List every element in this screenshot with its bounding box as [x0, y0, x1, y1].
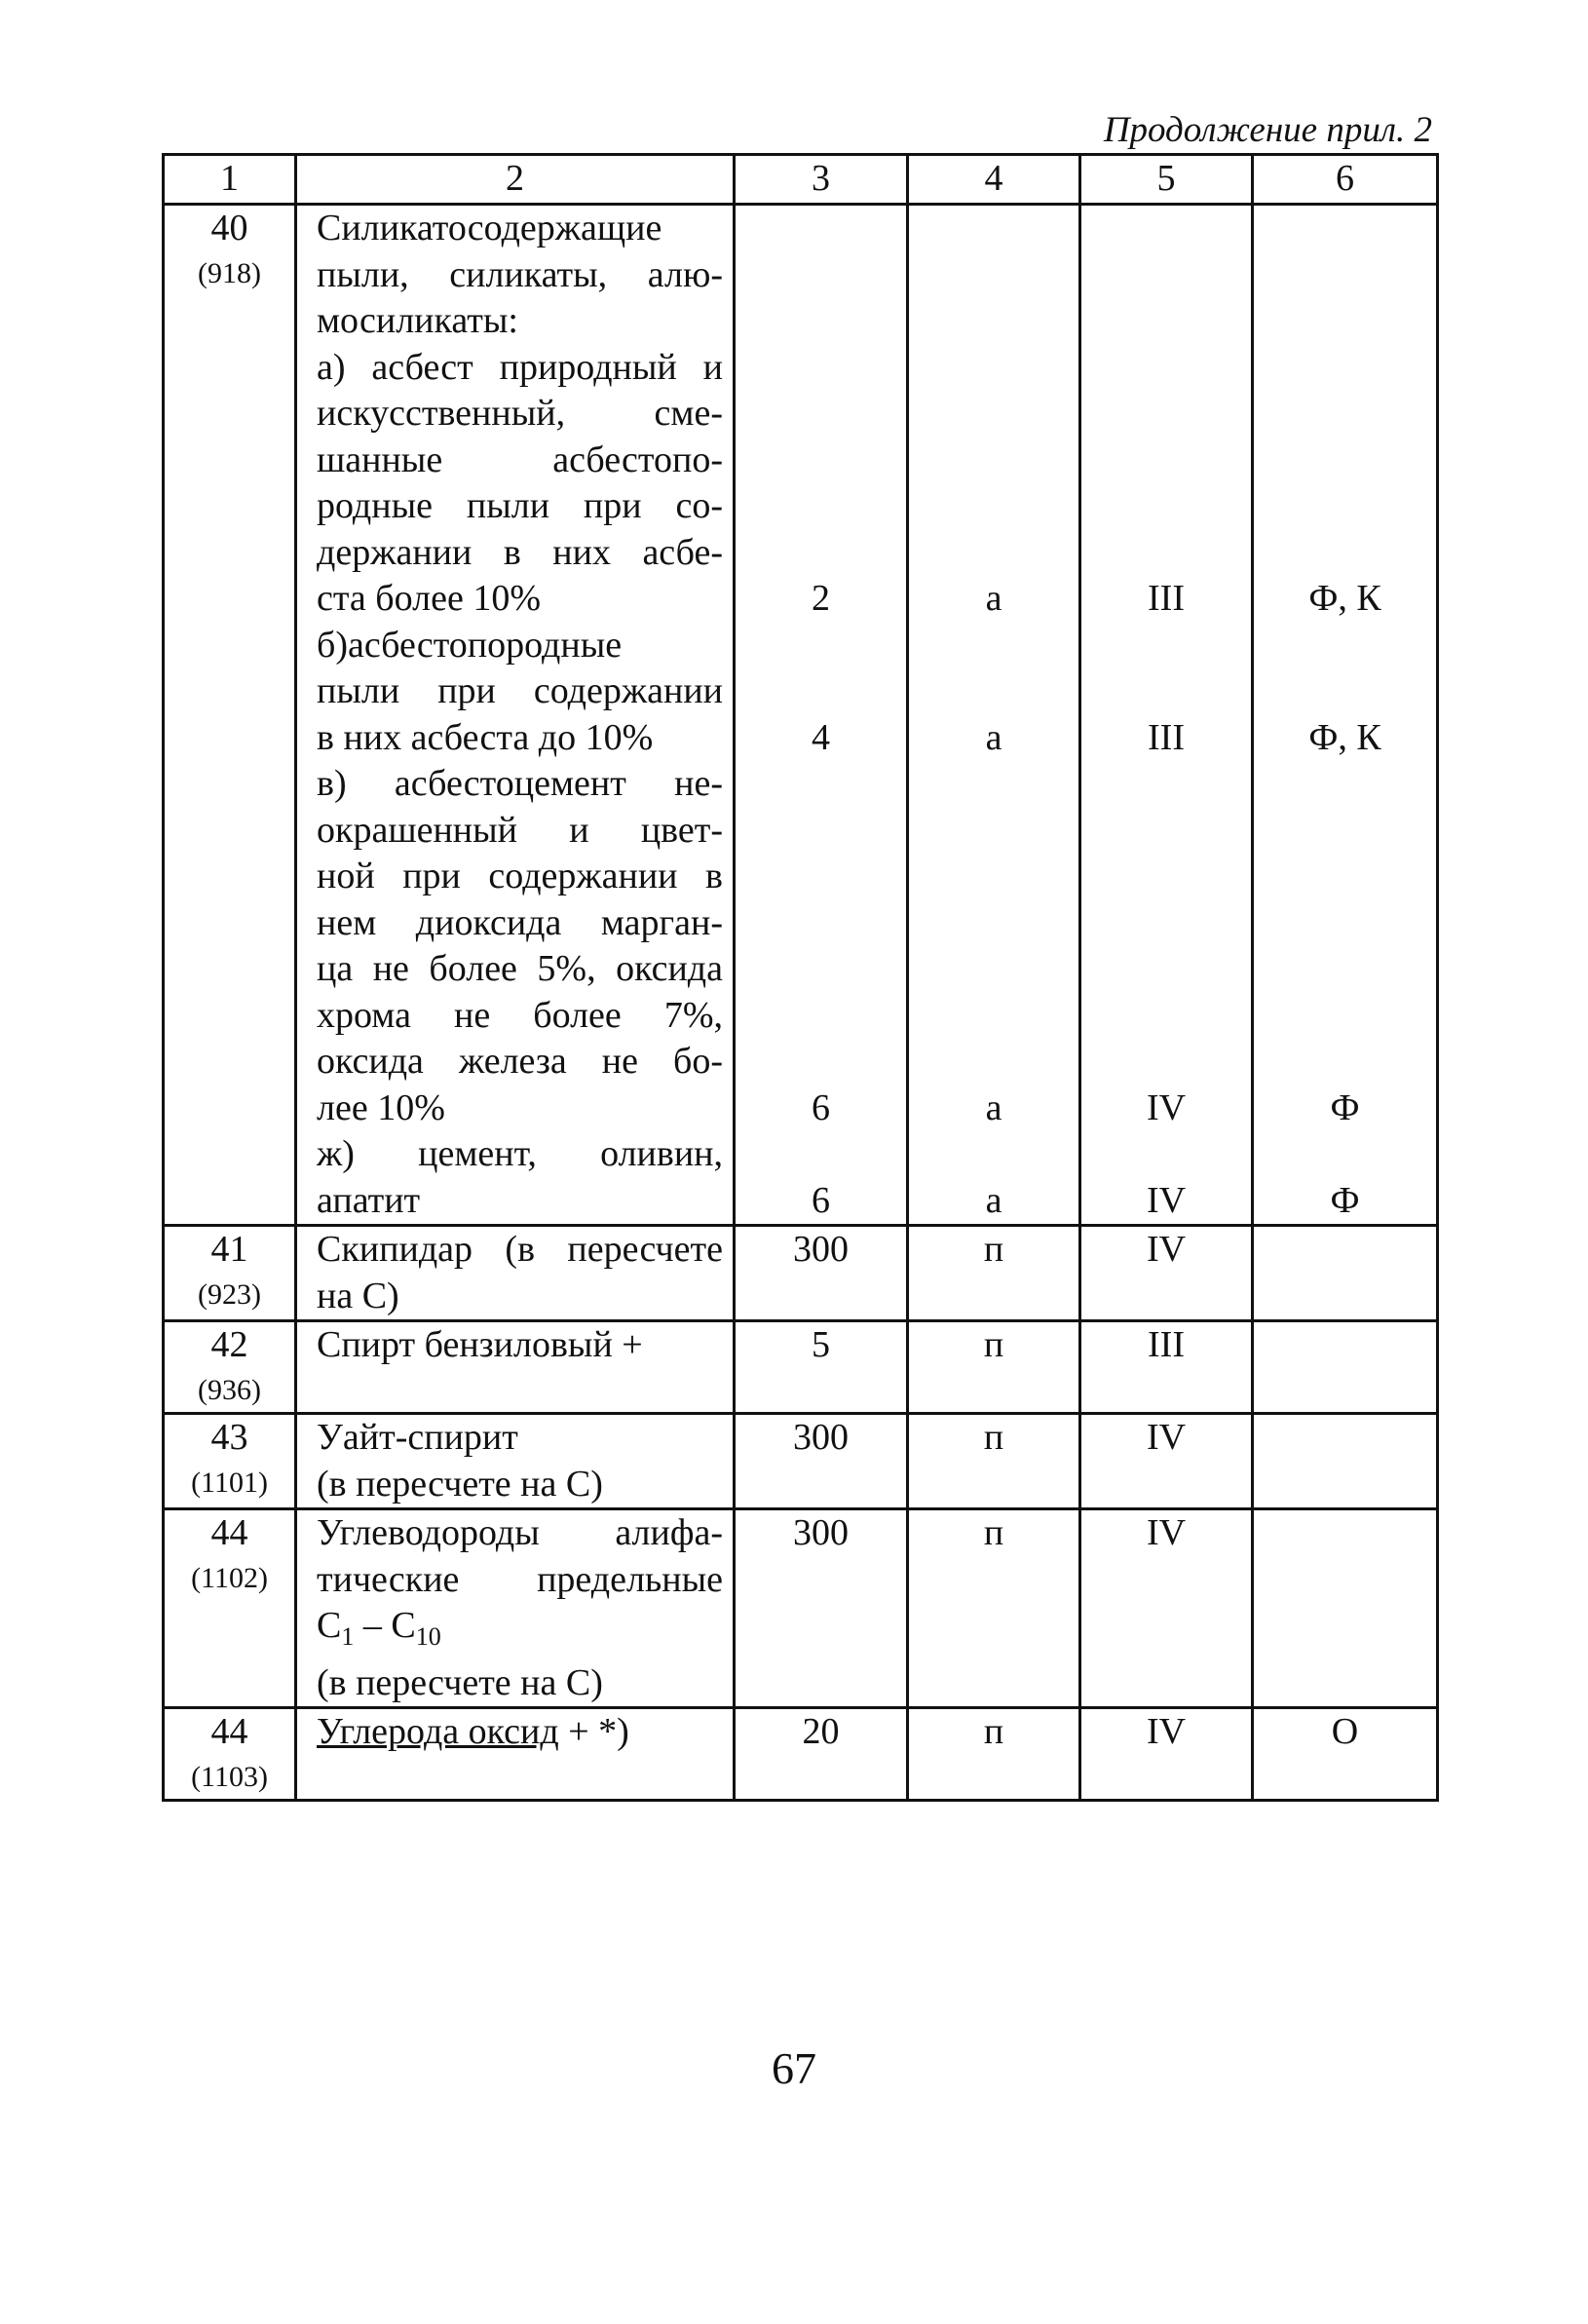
substance-name-line: Силикатосодержащие [317, 208, 662, 248]
table-row [164, 1414, 1438, 1509]
cell-value [909, 808, 1078, 855]
cell-value: III [1148, 1324, 1185, 1365]
row-code: (918) [198, 256, 261, 289]
cell-value [1081, 1131, 1251, 1178]
cell-value [1254, 1227, 1436, 1274]
cell-value [1081, 761, 1251, 808]
substance-name-line: мосиликаты: [317, 300, 518, 341]
cell-value: 4 [812, 716, 830, 758]
value-cell-col-5 [1080, 205, 1253, 1226]
cell-value [736, 298, 906, 345]
substance-name-line: ста более 10% [317, 578, 541, 619]
cell-value: 300 [793, 1417, 849, 1458]
cell-value: Ф [1330, 1179, 1360, 1221]
value-cell-col-5 [1080, 1226, 1253, 1321]
cell-value: Ф, К [1308, 716, 1381, 758]
cell-value: О [1331, 1711, 1359, 1752]
cell-value [1081, 668, 1251, 715]
cell-value [1081, 298, 1251, 345]
cell-value: а [985, 1179, 1002, 1221]
substance-name-cell [296, 205, 735, 1226]
substance-name-cell [296, 1321, 735, 1414]
cell-value: п [983, 1711, 1004, 1752]
cell-value [1081, 206, 1251, 252]
cell-value [909, 530, 1078, 577]
cell-value: Ф, К [1308, 578, 1381, 619]
value-cell-col-5 [1080, 1708, 1253, 1801]
substance-name-line: лее 10% [317, 1086, 445, 1128]
cell-value [909, 900, 1078, 947]
substance-name-line: (в пересчете на С) [317, 1463, 603, 1505]
cell-value: п [983, 1512, 1004, 1553]
table-row [164, 1226, 1438, 1321]
cell-value [1254, 854, 1436, 900]
cell-value [909, 391, 1078, 438]
substance-name-line: Углерода оксид + *) [317, 1711, 629, 1752]
header-row [164, 155, 1438, 205]
cell-value: IV [1146, 1512, 1187, 1553]
row-number-cell [164, 1509, 296, 1708]
cell-value: п [983, 1229, 1004, 1270]
cell-value [1081, 623, 1251, 669]
cell-value: 6 [812, 1086, 830, 1128]
cell-value: 6 [812, 1179, 830, 1221]
row-number-cell [164, 1414, 296, 1509]
cell-value: а [985, 716, 1002, 758]
value-cell-col-3 [735, 1321, 908, 1414]
cell-value [909, 1131, 1078, 1178]
row-code: (1102) [191, 1561, 268, 1594]
cell-value: п [983, 1417, 1004, 1458]
cell-value [1081, 438, 1251, 484]
substance-name-line: а) асбест природный и [317, 346, 723, 388]
substance-name-cell [296, 1509, 735, 1708]
table-row [164, 205, 1438, 1226]
cell-value [736, 854, 906, 900]
cell-value [736, 761, 906, 808]
value-cell-col-3 [735, 1509, 908, 1708]
cell-value [1081, 391, 1251, 438]
substance-name-line: в) асбестоцемент не- [317, 763, 723, 804]
cell-value [1254, 623, 1436, 669]
cell-value [1254, 438, 1436, 484]
substance-name-cell [296, 1414, 735, 1509]
cell-value: 5 [812, 1324, 830, 1365]
substances-table [162, 153, 1439, 1802]
cell-value [909, 438, 1078, 484]
row-number: 41 [210, 1229, 248, 1270]
value-cell-col-5 [1080, 1414, 1253, 1509]
cell-value [736, 391, 906, 438]
row-number-cell [164, 205, 296, 1226]
cell-value [1254, 1131, 1436, 1178]
cell-value [1254, 808, 1436, 855]
value-cell-col-6 [1253, 1708, 1438, 1801]
substance-name-line: Углеводороды алифа- [317, 1512, 723, 1553]
cell-value [909, 623, 1078, 669]
substance-name-line: окрашенный и цвет- [317, 809, 723, 851]
cell-value [909, 206, 1078, 252]
cell-value [736, 438, 906, 484]
cell-value [736, 993, 906, 1040]
row-number: 43 [210, 1417, 248, 1458]
cell-value [736, 900, 906, 947]
substance-name-line: апатит [317, 1179, 421, 1221]
value-cell-col-4 [908, 205, 1080, 1226]
substance-name-line: шанные асбестопо- [317, 438, 723, 480]
cell-value [909, 252, 1078, 299]
row-number: 42 [210, 1324, 248, 1365]
value-cell-col-3 [735, 1708, 908, 1801]
cell-value [1254, 252, 1436, 299]
cell-value [736, 206, 906, 252]
substance-name-line: пыли при содержании [317, 670, 723, 711]
substance-name-line: держании в них асбе- [317, 531, 723, 573]
cell-value [1254, 345, 1436, 392]
substance-name-line: в них асбеста до 10% [317, 716, 654, 758]
value-cell-col-6 [1253, 1226, 1438, 1321]
row-number-cell [164, 1321, 296, 1414]
cell-value [909, 1039, 1078, 1086]
cell-value [909, 345, 1078, 392]
cell-value [1254, 668, 1436, 715]
substance-name-line: $C_1 - C_{10}$ [317, 1605, 441, 1651]
page-number: 67 [772, 2043, 816, 2093]
header-col-2: 2 [296, 155, 735, 205]
cell-value [1081, 900, 1251, 947]
substance-name-line: оксида железа не бо- [317, 1041, 723, 1082]
value-cell-col-4 [908, 1708, 1080, 1801]
value-cell-col-3 [735, 1414, 908, 1509]
cell-value [1254, 483, 1436, 530]
substance-name-line: нем диоксида марган- [317, 901, 723, 943]
row-code: (1101) [191, 1466, 268, 1499]
cell-value [1254, 1510, 1436, 1557]
cell-value: Ф [1330, 1086, 1360, 1128]
cell-value [1081, 946, 1251, 993]
cell-value [1254, 993, 1436, 1040]
table-row [164, 1708, 1438, 1801]
cell-value [736, 623, 906, 669]
cell-value [1081, 252, 1251, 299]
cell-value [909, 483, 1078, 530]
value-cell-col-4 [908, 1509, 1080, 1708]
cell-value: III [1148, 716, 1185, 758]
header-col-1: 1 [164, 155, 296, 205]
substance-name-cell [296, 1226, 735, 1321]
substance-name-line: ца не более 5%, оксида [317, 948, 723, 989]
cell-value [736, 808, 906, 855]
cell-value [1081, 854, 1251, 900]
row-number: 44 [210, 1512, 248, 1553]
cell-value [909, 761, 1078, 808]
cell-value [736, 668, 906, 715]
cell-value [1254, 761, 1436, 808]
substance-name-line: родные пыли при со- [317, 485, 723, 526]
value-cell-col-6 [1253, 205, 1438, 1226]
cell-value [1254, 1322, 1436, 1369]
header-col-4: 4 [908, 155, 1080, 205]
cell-value [909, 668, 1078, 715]
cell-value: а [985, 1086, 1002, 1128]
cell-value [736, 1131, 906, 1178]
row-code: (923) [198, 1277, 261, 1311]
cell-value [1081, 483, 1251, 530]
row-number-cell [164, 1708, 296, 1801]
cell-value [1254, 900, 1436, 947]
cell-value [1081, 808, 1251, 855]
cell-value [909, 946, 1078, 993]
cell-value [1081, 993, 1251, 1040]
header-col-5: 5 [1080, 155, 1253, 205]
value-cell-col-3 [735, 1226, 908, 1321]
cell-value [1254, 1415, 1436, 1462]
value-cell-col-6 [1253, 1414, 1438, 1509]
substance-name-cell [296, 1708, 735, 1801]
cell-value: III [1148, 578, 1185, 619]
row-code: (1103) [191, 1760, 268, 1793]
cell-value [1254, 946, 1436, 993]
cell-value [909, 854, 1078, 900]
table-row [164, 1321, 1438, 1414]
cell-value: а [985, 578, 1002, 619]
cell-value [736, 1039, 906, 1086]
header-col-6: 6 [1253, 155, 1438, 205]
cell-value: IV [1146, 1417, 1187, 1458]
row-number-cell [164, 1226, 296, 1321]
value-cell-col-3 [735, 205, 908, 1226]
cell-value [1254, 1039, 1436, 1086]
substance-name-line: Скипидар (в пересчете [317, 1229, 723, 1270]
substance-name-line: б)асбестопородные [317, 624, 623, 666]
cell-value [736, 483, 906, 530]
value-cell-col-4 [908, 1226, 1080, 1321]
row-code: (936) [198, 1373, 261, 1406]
cell-value: 300 [793, 1512, 849, 1553]
value-cell-col-4 [908, 1414, 1080, 1509]
cell-value [909, 993, 1078, 1040]
value-cell-col-5 [1080, 1509, 1253, 1708]
substance-name-line: (в пересчете на С) [317, 1661, 603, 1703]
cell-value: 300 [793, 1229, 849, 1270]
cell-value [736, 946, 906, 993]
substance-name-line: пыли, силикаты, алю- [317, 253, 723, 295]
cell-value: IV [1146, 1229, 1187, 1270]
table-caption: Продолжение прил. 2 [1103, 110, 1432, 150]
cell-value: 20 [802, 1711, 840, 1752]
cell-value: IV [1146, 1179, 1187, 1221]
row-number: 40 [210, 208, 248, 248]
cell-value [1254, 206, 1436, 252]
substance-name-line: Спирт бензиловый + [317, 1324, 643, 1365]
cell-value [736, 252, 906, 299]
cell-value: IV [1146, 1086, 1187, 1128]
substance-name-line: хрома не более 7%, [317, 994, 723, 1036]
cell-value: IV [1146, 1711, 1187, 1752]
cell-value [1254, 530, 1436, 577]
table-row [164, 1509, 1438, 1708]
substance-name-line: тические предельные [317, 1558, 723, 1600]
value-cell-col-5 [1080, 1321, 1253, 1414]
value-cell-col-4 [908, 1321, 1080, 1414]
cell-value [1254, 391, 1436, 438]
cell-value [736, 345, 906, 392]
cell-value [1081, 345, 1251, 392]
substance-name-line: Уайт-спирит [317, 1417, 518, 1458]
cell-value [736, 530, 906, 577]
substance-name-line: на С) [317, 1275, 399, 1316]
cell-value: п [983, 1324, 1004, 1365]
header-col-3: 3 [735, 155, 908, 205]
substance-name-line: искусственный, сме- [317, 393, 723, 434]
substance-name-line: ж) цемент, оливин, [317, 1133, 723, 1174]
cell-value [1081, 530, 1251, 577]
value-cell-col-6 [1253, 1509, 1438, 1708]
cell-value [1081, 1039, 1251, 1086]
row-number: 44 [210, 1711, 248, 1752]
value-cell-col-6 [1253, 1321, 1438, 1414]
cell-value [909, 298, 1078, 345]
cell-value [1254, 298, 1436, 345]
substance-name-line: ной при содержании в [317, 856, 723, 896]
cell-value: 2 [812, 578, 830, 619]
